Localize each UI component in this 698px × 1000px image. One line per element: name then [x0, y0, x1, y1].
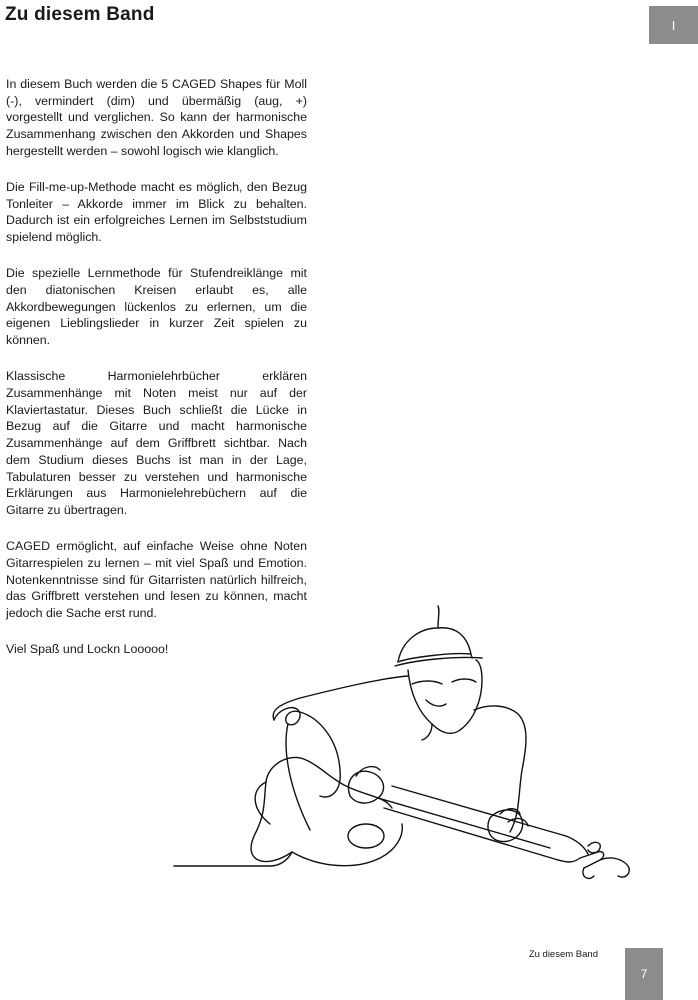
chapter-tab: I — [649, 6, 698, 44]
paragraph-3: Die spezielle Lernmethode für Stufendreiklänge mit den diatonischen Kreisen erlaubt es, alle Akkordbewegungen lückenlos zu erlernen, um die eigenen Lieblingslieder in kurzer Zeit spielen zu können. — [6, 266, 307, 348]
footer-section-label: Zu diesem Band — [528, 949, 598, 960]
guitarist-line-drawing-icon — [170, 600, 640, 890]
paragraph-5: CAGED ermöglicht, auf einfache Weise ohne Noten Gitarrespielen zu lernen – mit viel Spaß und Emotion. Notenkenntnisse sind für Gitarristen natürlich hilfreich, das Griffbrett verstehen und lesen zu können, macht jedoch die Sache erst rund. — [6, 539, 307, 620]
paragraph-6: Viel Spaß und Lockn Looooo! — [6, 642, 169, 657]
paragraph-1: In diesem Buch werden die 5 CAGED Shapes für Moll (-), vermindert (dim) und übermäßig (aug, +) vorgestellt und verglichen. So kann der harmonische Zusammenhang zwischen den Akkorden und Shapes hergestellt werden – sowohl logisch wie klanglich. — [6, 77, 307, 158]
page-title: Zu diesem Band — [5, 4, 155, 25]
body-text — [6, 76, 307, 677]
paragraph-2: Die Fill-me-up-Methode macht es möglich, den Bezug Tonleiter – Akkorde immer im Blick zu behalten. Dadurch ist ein erfolgreiches Lernen im Selbststudium spielend möglich. — [6, 180, 307, 245]
paragraph-4: Klassische Harmonielehrbücher erklären Zusammenhänge mit Noten meist nur auf der Klaviertastatur. Dieses Buch schließt die Lücke in Bezug auf die Gitarre und macht harmonische Zusammenhänge auf dem Griffbrett sichtbar. Nach dem Studium dieses Buchs ist man in der Lage, Tabulaturen besser zu verstehen und harmonische Erklärungen aus Harmonielehrebüchern auf die Gitarre zu übertragen. — [6, 369, 307, 517]
page-number: 7 — [625, 948, 663, 1000]
